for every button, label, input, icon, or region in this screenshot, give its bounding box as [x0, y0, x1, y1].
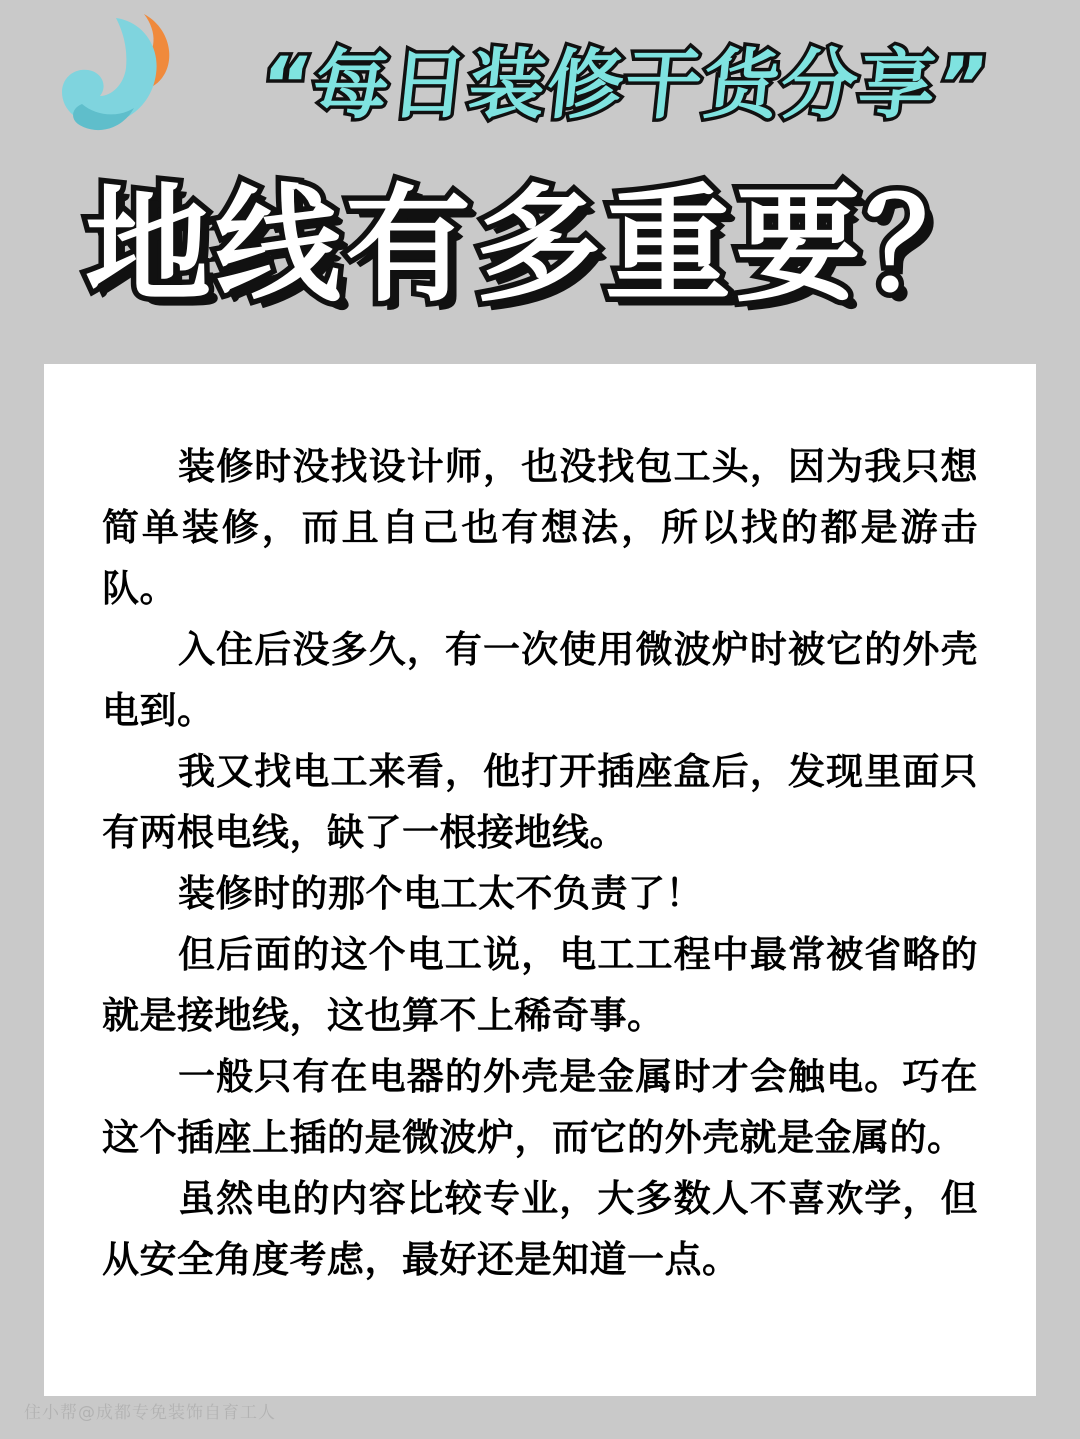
- article-card: [44, 364, 1036, 1396]
- swirl-leaf-logo-icon: [52, 8, 202, 158]
- watermark: 住小帮@成都专免装饰自育工人: [24, 1403, 276, 1423]
- article-paragraph: 装修时的那个电工太不负责了！: [178, 872, 703, 915]
- article-paragraph: 一般只有在电器的外壳是金属时才会触电。巧在这个插座上插的是微波炉，而它的外壳就是金属的。: [102, 1055, 978, 1159]
- banner-text: “每日装修干货分享”: [256, 39, 994, 129]
- article-paragraph: 但后面的这个电工说，电工工程中最常被省略的就是接地线，这也算不上稀奇事。: [102, 933, 978, 1037]
- article-paragraph: 我又找电工来看，他打开插座盒后，发现里面只有两根电线，缺了一根接地线。: [102, 750, 978, 854]
- page-title: [0, 150, 1080, 320]
- banner: [196, 22, 1056, 134]
- article-paragraph: 装修时没找设计师，也没找包工头，因为我只想简单装修，而且自己也有想法，所以找的都是游击队。: [102, 445, 978, 610]
- article-paragraph: 虽然电的内容比较专业，大多数人不喜欢学，但从安全角度考虑，最好还是知道一点。: [102, 1177, 978, 1281]
- article-paragraph: 入住后没多久，有一次使用微波炉时被它的外壳电到。: [102, 628, 978, 732]
- header-banner: [0, 0, 1080, 340]
- page-title-text: 地线有多重要？: [85, 171, 995, 319]
